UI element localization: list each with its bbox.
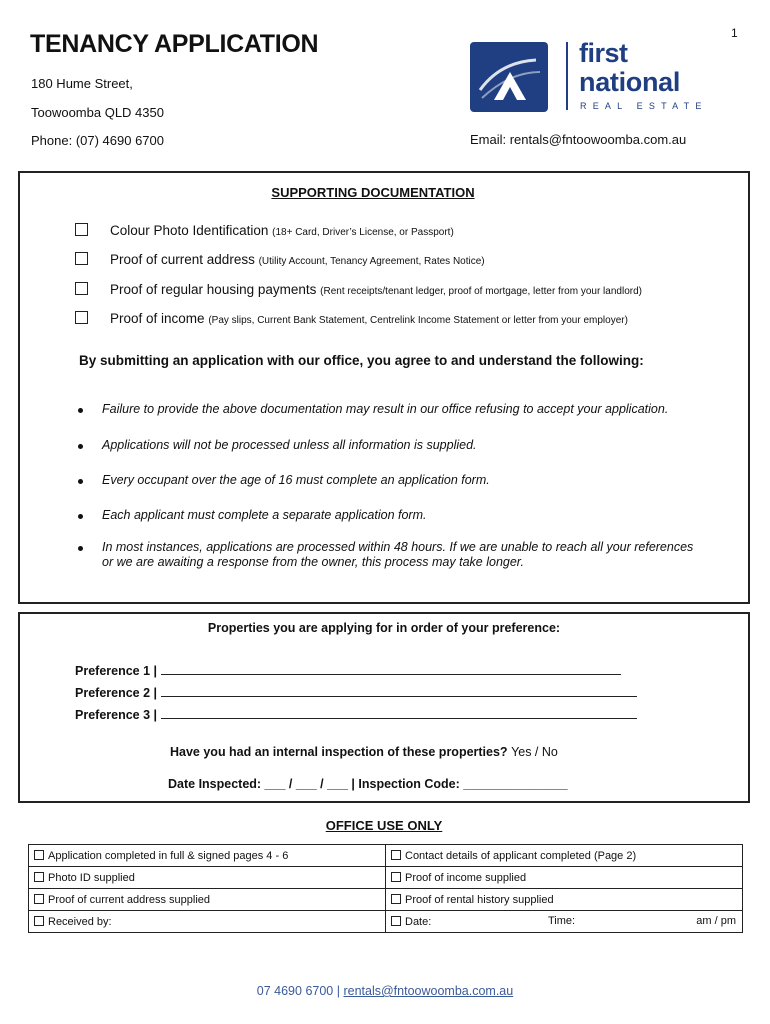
list-item: Every occupant over the age of 16 must complete an application form. bbox=[78, 473, 698, 488]
list-item: Applications will not be processed unless all information is supplied. bbox=[78, 438, 698, 453]
footer-separator: | bbox=[336, 984, 340, 998]
preference-1-row: Preference 1 | bbox=[75, 663, 621, 678]
table-cell[interactable]: Application completed in full & signed pages 4 - 6 bbox=[29, 845, 386, 867]
address-line-2: Toowoomba QLD 4350 bbox=[31, 105, 164, 120]
page-number: 1 bbox=[731, 26, 738, 40]
properties-title: Properties you are applying for in order of your preference: bbox=[207, 621, 561, 635]
doc-item-address: Proof of current address (Utility Account, Tenancy Agreement, Rates Notice) bbox=[75, 252, 485, 267]
office-use-title: OFFICE USE ONLY bbox=[325, 818, 443, 833]
checkbox[interactable] bbox=[75, 311, 88, 324]
table-row bbox=[29, 889, 743, 911]
preference-1-field[interactable] bbox=[161, 663, 621, 675]
checkbox[interactable] bbox=[75, 223, 88, 236]
agreement-heading: By submitting an application with our office, you agree to and understand the following: bbox=[79, 353, 644, 368]
bullet-icon bbox=[78, 546, 83, 551]
time-label: Time: bbox=[548, 915, 576, 927]
table-row bbox=[29, 911, 743, 933]
checkbox[interactable] bbox=[34, 916, 44, 926]
table-cell[interactable]: Contact details of applicant completed (Page 2) bbox=[386, 845, 743, 867]
footer-phone: 07 4690 6700 bbox=[256, 984, 334, 998]
bullet-icon bbox=[78, 408, 83, 413]
doc-item-photo-id: Colour Photo Identification (18+ Card, Driver’s License, or Passport) bbox=[75, 223, 454, 238]
logo-mark-icon bbox=[470, 42, 548, 112]
logo-divider bbox=[566, 42, 568, 110]
table-cell[interactable]: Date: Time: am / pm bbox=[386, 911, 743, 933]
checkbox[interactable] bbox=[75, 282, 88, 295]
checkbox[interactable] bbox=[34, 894, 44, 904]
table-cell[interactable]: Proof of rental history supplied bbox=[386, 889, 743, 911]
checkbox[interactable] bbox=[34, 850, 44, 860]
checkbox[interactable] bbox=[391, 850, 401, 860]
inspection-question: Have you had an internal inspection of these properties? Yes / No bbox=[170, 745, 558, 759]
date-inspected-line[interactable]: Date Inspected: ___ / ___ / ___ | Inspection Code: _______________ bbox=[168, 777, 568, 791]
bullet-icon bbox=[78, 514, 83, 519]
inspection-yes-no[interactable]: Yes / No bbox=[511, 745, 558, 759]
address-line-1: 180 Hume Street, bbox=[31, 76, 133, 91]
logo-text-national: national bbox=[579, 67, 681, 97]
table-cell[interactable]: Proof of current address supplied bbox=[29, 889, 386, 911]
list-item: Each applicant must complete a separate application form. bbox=[78, 508, 698, 523]
table-cell[interactable]: Photo ID supplied bbox=[29, 867, 386, 889]
preference-3-row: Preference 3 | bbox=[75, 707, 637, 722]
checkbox[interactable] bbox=[75, 252, 88, 265]
table-row bbox=[29, 845, 743, 867]
list-item: Failure to provide the above documentation may result in our office refusing to accept your application. bbox=[78, 402, 698, 417]
list-item: In most instances, applications are processed within 48 hours. If we are unable to reach all your references or we are awaiting a response from the owner, this process may take longer. bbox=[78, 540, 698, 570]
preference-2-field[interactable] bbox=[161, 685, 637, 697]
doc-item-housing-payments: Proof of regular housing payments (Rent receipts/tenant ledger, proof of mortgage, letter from your landlord) bbox=[75, 282, 642, 297]
logo-text-real-estate: REAL ESTATE bbox=[580, 101, 708, 111]
preference-2-row: Preference 2 | bbox=[75, 685, 637, 700]
footer bbox=[0, 984, 770, 998]
table-cell[interactable]: Proof of income supplied bbox=[386, 867, 743, 889]
preference-3-field[interactable] bbox=[161, 707, 637, 719]
table-row bbox=[29, 867, 743, 889]
supporting-documentation-title: SUPPORTING DOCUMENTATION bbox=[271, 185, 475, 200]
checkbox[interactable] bbox=[391, 894, 401, 904]
email-text: Email: rentals@fntoowoomba.com.au bbox=[470, 132, 687, 147]
footer-email-link[interactable]: rentals@fntoowoomba.com.au bbox=[343, 984, 514, 998]
bullet-icon bbox=[78, 444, 83, 449]
table-cell[interactable]: Received by: bbox=[29, 911, 386, 933]
checkbox[interactable] bbox=[34, 872, 44, 882]
office-use-table bbox=[28, 844, 743, 933]
checkbox[interactable] bbox=[391, 916, 401, 926]
phone-text: Phone: (07) 4690 6700 bbox=[31, 133, 164, 148]
page-title: TENANCY APPLICATION bbox=[30, 30, 319, 58]
doc-item-income: Proof of income (Pay slips, Current Bank Statement, Centrelink Income Statement or letter from your employer) bbox=[75, 311, 628, 326]
bullet-icon bbox=[78, 479, 83, 484]
ampm-label: am / pm bbox=[696, 915, 736, 927]
logo-text-first: first bbox=[579, 38, 628, 68]
checkbox[interactable] bbox=[391, 872, 401, 882]
